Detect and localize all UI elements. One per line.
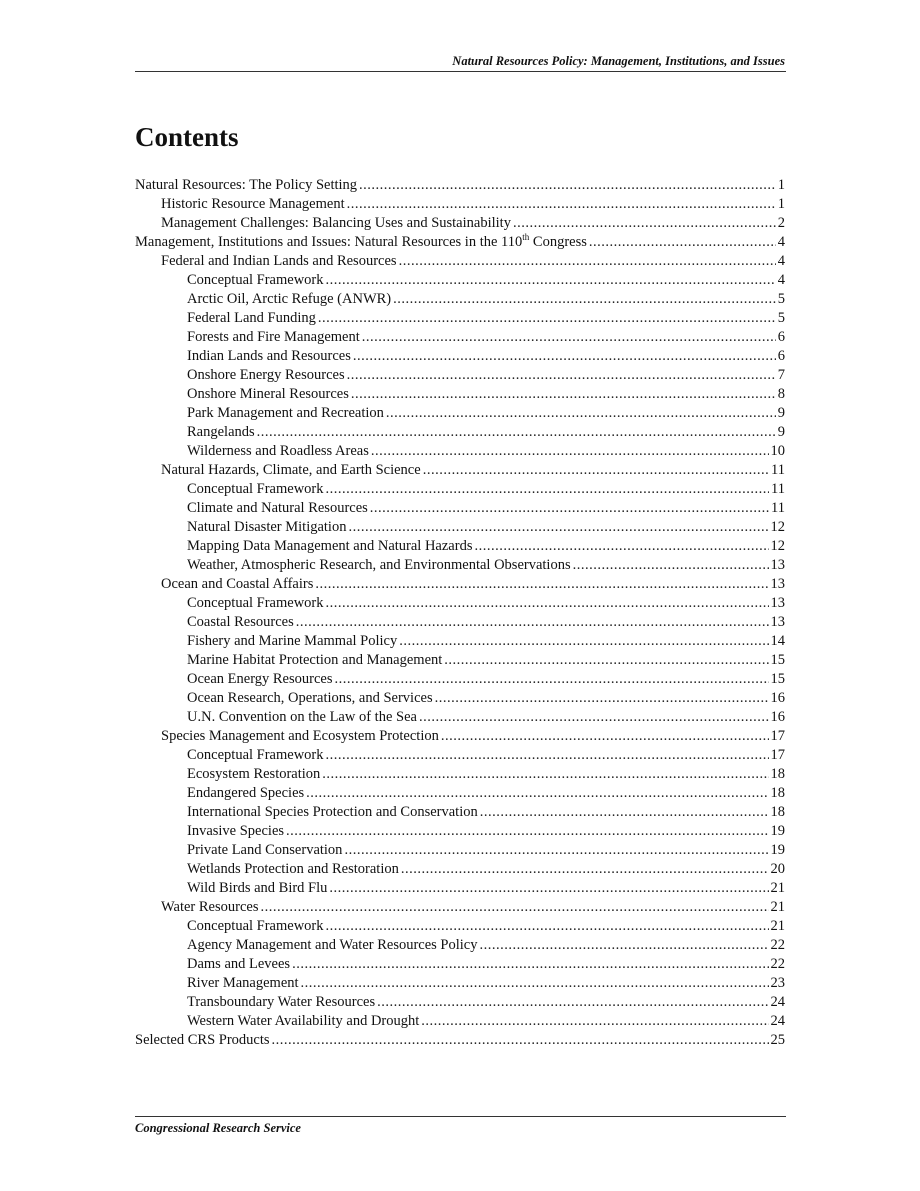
toc-dot-leader xyxy=(386,404,776,423)
toc-page-number: 22 xyxy=(770,937,785,953)
toc-dot-leader xyxy=(306,784,768,803)
toc-entry-title xyxy=(161,252,397,271)
toc-page-number: 12 xyxy=(770,519,785,535)
toc-dot-leader xyxy=(419,708,769,727)
toc-entry-title-text: Onshore Energy Resources xyxy=(187,367,345,383)
toc-page-number: 7 xyxy=(777,367,785,383)
toc-entry-title xyxy=(161,195,345,214)
toc-page-number: 18 xyxy=(770,804,785,820)
toc-entry[interactable] xyxy=(135,993,785,1012)
toc-entry-title-text: Marine Habitat Protection and Management xyxy=(187,652,443,668)
toc-page-number: 4 xyxy=(777,272,785,288)
toc-entry-title xyxy=(135,176,357,195)
toc-entry-title xyxy=(187,499,368,518)
toc-entry[interactable] xyxy=(135,955,785,974)
toc-entry[interactable] xyxy=(135,461,785,480)
toc-entry-title-text: Climate and Natural Resources xyxy=(187,500,368,516)
toc-entry-title xyxy=(187,1012,419,1031)
toc-entry-title xyxy=(187,936,478,955)
toc-entry-title xyxy=(187,309,316,328)
toc-entry-title xyxy=(187,974,299,993)
toc-entry-title-text: Forests and Fire Management xyxy=(187,329,360,345)
toc-entry-title-text: Management, Institutions and Issues: Natural Resources in the 110 xyxy=(135,234,523,250)
toc-entry[interactable] xyxy=(135,860,785,879)
toc-entry-title xyxy=(187,803,478,822)
toc-page-number: 19 xyxy=(770,842,785,858)
toc-dot-leader xyxy=(359,176,776,195)
toc-entry[interactable] xyxy=(135,670,785,689)
toc-dot-leader xyxy=(272,1031,769,1050)
toc-entry[interactable] xyxy=(135,518,785,537)
toc-entry[interactable] xyxy=(135,651,785,670)
toc-page-number: 17 xyxy=(770,747,785,763)
toc-dot-leader xyxy=(399,252,776,271)
toc-entry-title xyxy=(187,651,442,670)
toc-entry-title-text: Arctic Oil, Arctic Refuge (ANWR) xyxy=(187,291,392,307)
footer-rule xyxy=(135,1116,786,1117)
toc-entry[interactable] xyxy=(135,575,785,594)
toc-page-number: 19 xyxy=(770,823,785,839)
toc-dot-leader xyxy=(329,879,768,898)
toc-entry-title-text: Natural Hazards, Climate, and Earth Science xyxy=(161,462,421,478)
toc-entry-title xyxy=(187,632,397,651)
toc-entry-title-text: Federal and Indian Lands and Resources xyxy=(161,253,397,269)
toc-page-number: 21 xyxy=(770,918,785,934)
toc-entry-title-text: Selected CRS Products xyxy=(135,1032,270,1048)
toc-dot-leader xyxy=(474,537,768,556)
running-footer: Congressional Research Service xyxy=(135,1121,301,1135)
toc-page-number: 5 xyxy=(777,310,785,326)
toc-page-number: 10 xyxy=(770,443,785,459)
toc-entry-title xyxy=(187,271,324,290)
toc-entry-title-text: Mapping Data Management and Natural Hazards xyxy=(187,538,473,554)
toc-dot-leader xyxy=(370,499,769,518)
toc-entry-title-text: Conceptual Framework xyxy=(187,272,324,288)
toc-page-number: 2 xyxy=(777,215,785,231)
toc-entry-title xyxy=(187,423,255,442)
toc-page-number: 22 xyxy=(770,956,785,972)
toc-entry-title-suffix: Congress xyxy=(529,234,587,250)
running-header: Natural Resources Policy: Management, Institutions, and Issues xyxy=(452,54,785,68)
toc-page-number: 11 xyxy=(771,481,785,497)
toc-entry-title xyxy=(187,404,384,423)
toc-entry-title xyxy=(187,537,472,556)
toc-page-number: 13 xyxy=(770,557,785,573)
toc-dot-leader xyxy=(286,822,768,841)
toc-entry-title-text: Wetlands Protection and Restoration xyxy=(187,861,399,877)
toc-entry-title xyxy=(187,993,375,1012)
toc-entry-title xyxy=(187,594,324,613)
toc-entry[interactable] xyxy=(135,879,785,898)
toc-dot-leader xyxy=(435,689,769,708)
toc-entry-title-text: Agency Management and Water Resources Policy xyxy=(187,937,478,953)
toc-entry-title-text: Transboundary Water Resources xyxy=(187,994,376,1010)
toc-entry[interactable] xyxy=(135,898,785,917)
toc-page-number: 13 xyxy=(770,614,785,630)
toc-entry-title xyxy=(187,518,346,537)
toc-dot-leader xyxy=(589,233,776,252)
toc-page-number: 24 xyxy=(770,994,785,1010)
toc-entry-title xyxy=(187,385,349,404)
toc-entry-title xyxy=(161,898,258,917)
toc-entry[interactable] xyxy=(135,347,785,366)
toc-entry-title-text: International Species Protection and Conservation xyxy=(187,804,478,820)
toc-entry-title-text: Natural Resources: The Policy Setting xyxy=(135,177,358,193)
toc-entry-title-text: Wild Birds and Bird Flu xyxy=(187,880,328,896)
toc-dot-leader xyxy=(326,746,769,765)
toc-entry-title xyxy=(187,822,284,841)
toc-page-number: 6 xyxy=(777,329,785,345)
toc-entry-title-text: Natural Disaster Mitigation xyxy=(187,519,347,535)
toc-entry-title-text: Conceptual Framework xyxy=(187,747,324,763)
toc-page-number: 8 xyxy=(777,386,785,402)
toc-dot-leader xyxy=(347,195,776,214)
toc-entry[interactable] xyxy=(135,632,785,651)
toc-dot-leader xyxy=(257,423,776,442)
toc-page-number: 21 xyxy=(770,899,785,915)
toc-entry-title xyxy=(187,480,324,499)
toc-entry-title-text: Ocean Research, Operations, and Services xyxy=(187,690,433,706)
page-title: Contents xyxy=(135,122,239,152)
toc-entry[interactable] xyxy=(135,499,785,518)
toc-entry[interactable] xyxy=(135,822,785,841)
toc-page-number: 1 xyxy=(777,177,785,193)
toc-entry[interactable] xyxy=(135,328,785,347)
toc-dot-leader xyxy=(315,575,768,594)
toc-entry[interactable] xyxy=(135,1031,785,1050)
toc-entry[interactable] xyxy=(135,556,785,575)
toc-entry-title xyxy=(187,708,417,727)
toc-entry[interactable] xyxy=(135,442,785,461)
toc-entry[interactable] xyxy=(135,689,785,708)
toc-entry-title-text: Park Management and Recreation xyxy=(187,405,384,421)
toc-entry-title xyxy=(187,841,342,860)
toc-dot-leader xyxy=(348,518,768,537)
toc-page-number: 18 xyxy=(770,766,785,782)
toc-dot-leader xyxy=(513,214,776,233)
toc-entry[interactable] xyxy=(135,613,785,632)
toc-entry-title xyxy=(161,575,313,594)
toc-entry-title xyxy=(187,784,304,803)
toc-entry[interactable] xyxy=(135,309,785,328)
toc-entry-title-text: Endangered Species xyxy=(187,785,305,801)
toc-page-number: 25 xyxy=(770,1032,785,1048)
toc-entry-title-text: Weather, Atmospheric Research, and Environmental Observations xyxy=(187,557,571,573)
toc-page-number: 23 xyxy=(770,975,785,991)
toc-dot-leader xyxy=(401,860,769,879)
toc-entry-title xyxy=(161,727,439,746)
toc-dot-leader xyxy=(441,727,769,746)
toc-page-number: 6 xyxy=(777,348,785,364)
toc-dot-leader xyxy=(377,993,768,1012)
toc-entry-title-text: Management Challenges: Balancing Uses and Sustainability xyxy=(161,215,511,231)
toc-page-number: 20 xyxy=(770,861,785,877)
toc-page-number: 5 xyxy=(777,291,785,307)
toc-entry-title-text: Ecosystem Restoration xyxy=(187,766,321,782)
toc-page-number: 21 xyxy=(770,880,785,896)
toc-entry-title xyxy=(187,746,324,765)
toc-page-number: 4 xyxy=(777,234,785,250)
toc-dot-leader xyxy=(301,974,769,993)
toc-entry-title-text: Species Management and Ecosystem Protection xyxy=(161,728,439,744)
toc-page-number: 17 xyxy=(770,728,785,744)
toc-page-number: 15 xyxy=(770,671,785,687)
toc-entry-title xyxy=(187,917,324,936)
toc-entry-title xyxy=(187,556,571,575)
toc-entry-title-text: Western Water Availability and Drought xyxy=(187,1013,420,1029)
header-rule xyxy=(135,71,786,72)
toc-dot-leader xyxy=(423,461,769,480)
toc-entry-title xyxy=(187,955,290,974)
toc-entry-title-text: Dams and Levees xyxy=(187,956,291,972)
toc-dot-leader xyxy=(344,841,768,860)
toc-entry-title xyxy=(187,860,399,879)
toc-entry-superscript: th xyxy=(522,233,530,243)
toc-page-number: 13 xyxy=(770,595,785,611)
toc-dot-leader xyxy=(326,271,776,290)
toc-entry-title-text: Indian Lands and Resources xyxy=(187,348,351,364)
toc-entry[interactable] xyxy=(135,366,785,385)
toc-entry[interactable] xyxy=(135,708,785,727)
toc-entry-title-text: Fishery and Marine Mammal Policy xyxy=(187,633,398,649)
toc-entry[interactable] xyxy=(135,385,785,404)
toc-entry-title-text: Coastal Resources xyxy=(187,614,294,630)
toc-entry-title-text: Wilderness and Roadless Areas xyxy=(187,443,369,459)
toc-entry[interactable] xyxy=(135,803,785,822)
toc-dot-leader xyxy=(296,613,769,632)
toc-entry-title xyxy=(187,879,327,898)
toc-entry-title-text: Onshore Mineral Resources xyxy=(187,386,349,402)
toc-page-number: 12 xyxy=(770,538,785,554)
toc-entry-title-text: Historic Resource Management xyxy=(161,196,345,212)
toc-entry-title-text: Water Resources xyxy=(161,899,259,915)
toc-entry[interactable] xyxy=(135,423,785,442)
toc-page-number: 13 xyxy=(770,576,785,592)
toc-entry[interactable] xyxy=(135,746,785,765)
toc-dot-leader xyxy=(322,765,768,784)
toc-page-number: 24 xyxy=(770,1013,785,1029)
toc-entry[interactable] xyxy=(135,841,785,860)
toc-entry[interactable] xyxy=(135,404,785,423)
toc-entry-title xyxy=(135,1031,270,1050)
toc-entry-title-text: U.N. Convention on the Law of the Sea xyxy=(187,709,417,725)
toc-entry-title-text: Ocean Energy Resources xyxy=(187,671,333,687)
toc-entry[interactable] xyxy=(135,917,785,936)
toc-entry[interactable] xyxy=(135,176,785,195)
toc-entry-title xyxy=(187,765,320,784)
toc-dot-leader xyxy=(334,670,768,689)
toc-page-number: 16 xyxy=(770,709,785,725)
toc-entry-title xyxy=(161,214,511,233)
toc-dot-leader xyxy=(573,556,769,575)
toc-entry[interactable] xyxy=(135,214,785,233)
toc-dot-leader xyxy=(444,651,768,670)
toc-dot-leader xyxy=(421,1012,768,1031)
toc-entry-title-text: Conceptual Framework xyxy=(187,918,324,934)
toc-page-number: 11 xyxy=(771,500,785,516)
toc-dot-leader xyxy=(326,480,770,499)
toc-entry[interactable] xyxy=(135,727,785,746)
toc-page-number: 18 xyxy=(770,785,785,801)
toc-entry[interactable] xyxy=(135,784,785,803)
toc-entry-title-text: Conceptual Framework xyxy=(187,595,324,611)
toc-entry[interactable] xyxy=(135,252,785,271)
toc-dot-leader xyxy=(318,309,776,328)
toc-entry-title xyxy=(187,689,433,708)
toc-page-number: 9 xyxy=(777,424,785,440)
toc-dot-leader xyxy=(326,917,769,936)
toc-dot-leader xyxy=(371,442,769,461)
toc-entry-title-text: Federal Land Funding xyxy=(187,310,316,326)
toc-entry[interactable] xyxy=(135,233,785,252)
toc-entry-title xyxy=(135,233,587,252)
toc-dot-leader xyxy=(393,290,776,309)
toc-dot-leader xyxy=(353,347,776,366)
toc-entry[interactable] xyxy=(135,537,785,556)
toc-dot-leader xyxy=(351,385,776,404)
toc-page-number: 11 xyxy=(771,462,785,478)
toc-dot-leader xyxy=(480,936,769,955)
table-of-contents xyxy=(135,176,785,1050)
toc-page-number: 16 xyxy=(770,690,785,706)
toc-dot-leader xyxy=(480,803,769,822)
toc-entry[interactable] xyxy=(135,594,785,613)
toc-entry-title xyxy=(187,328,360,347)
toc-dot-leader xyxy=(399,632,768,651)
toc-entry-title xyxy=(187,442,369,461)
toc-page-number: 14 xyxy=(770,633,785,649)
toc-entry[interactable] xyxy=(135,290,785,309)
toc-entry-title-text: Private Land Conservation xyxy=(187,842,343,858)
toc-entry-title-text: Conceptual Framework xyxy=(187,481,324,497)
toc-entry-title xyxy=(187,613,294,632)
toc-entry-title xyxy=(187,670,332,689)
toc-entry[interactable] xyxy=(135,271,785,290)
toc-page-number: 15 xyxy=(770,652,785,668)
toc-dot-leader xyxy=(292,955,768,974)
toc-entry-title xyxy=(161,461,421,480)
toc-entry[interactable] xyxy=(135,195,785,214)
toc-dot-leader xyxy=(347,366,776,385)
toc-entry[interactable] xyxy=(135,765,785,784)
toc-entry[interactable] xyxy=(135,1012,785,1031)
toc-dot-leader xyxy=(326,594,769,613)
toc-page-number: 1 xyxy=(777,196,785,212)
toc-entry[interactable] xyxy=(135,974,785,993)
toc-page-number: 9 xyxy=(777,405,785,421)
toc-dot-leader xyxy=(362,328,776,347)
toc-entry-title xyxy=(187,290,391,309)
toc-entry[interactable] xyxy=(135,936,785,955)
toc-entry-title xyxy=(187,366,345,385)
toc-entry-title-text: River Management xyxy=(187,975,299,991)
toc-entry-title-text: Invasive Species xyxy=(187,823,285,839)
toc-entry-title xyxy=(187,347,351,366)
toc-entry-title-text: Rangelands xyxy=(187,424,255,440)
toc-entry[interactable] xyxy=(135,480,785,499)
toc-page-number: 4 xyxy=(777,253,785,269)
toc-entry-title-text: Ocean and Coastal Affairs xyxy=(161,576,314,592)
toc-dot-leader xyxy=(260,898,768,917)
